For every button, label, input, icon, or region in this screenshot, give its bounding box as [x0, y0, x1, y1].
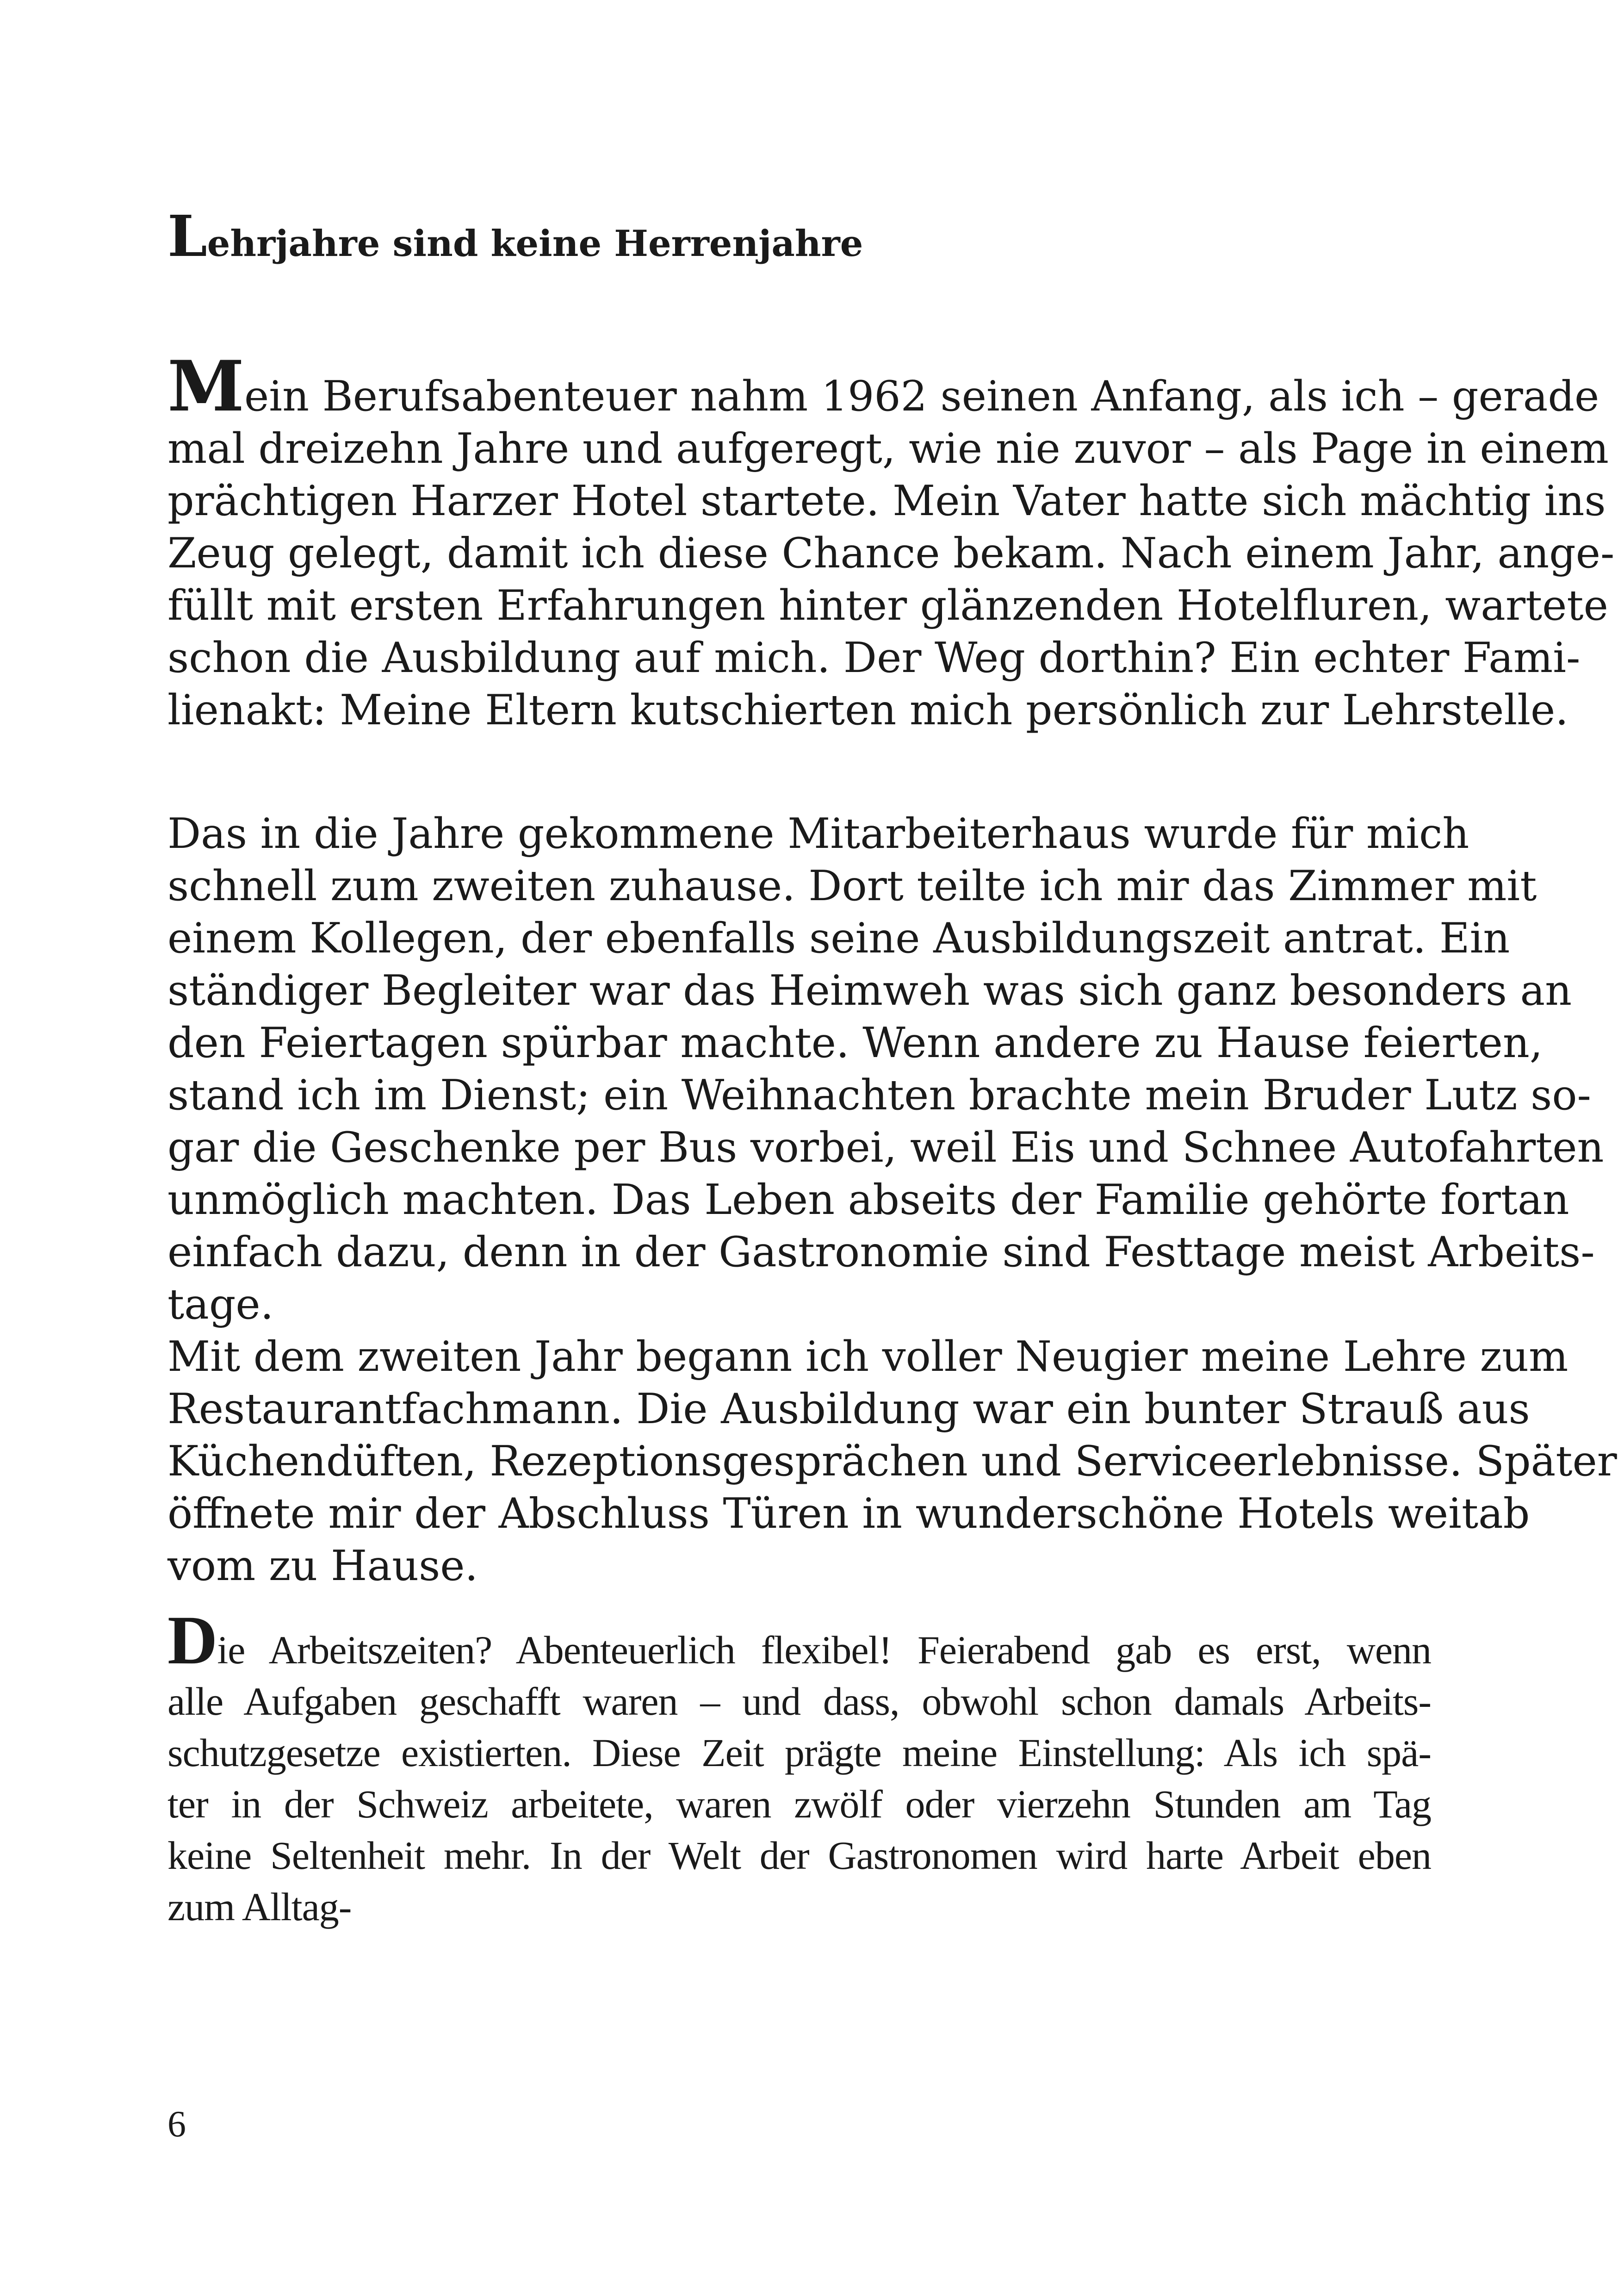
paragraph-line: vom zu Hause.: [167, 1542, 478, 1590]
paragraph-line: Mein Berufsabenteuer nahm 1962 seinen Anfang, als ich – gerade: [167, 346, 1599, 427]
paragraph-line: lienakt: Meine Eltern kutschierten mich persönlich zur Lehrstelle.: [167, 686, 1568, 734]
paragraph-2: [167, 808, 1617, 1592]
paragraph-line: schnell zum zweiten zuhause. Dort teilte ich mir das Zimmer mit: [167, 862, 1537, 910]
paragraph-line: tage.: [167, 1280, 274, 1329]
paragraph-line: zum Alltag-: [167, 1885, 352, 1929]
paragraph-line: Zeug gelegt, damit ich diese Chance bekam. Nach einem Jahr, ange-: [167, 529, 1615, 578]
paragraph-line: ständiger Begleiter war das Heimweh was sich ganz besonders an: [167, 966, 1572, 1015]
chapter-title-text: ehrjahre sind keine Herrenjahre: [207, 223, 863, 265]
paragraph-line: ter in der Schweiz arbeitete, waren zwölf oder vierzehn Stunden am Tag: [167, 1782, 1431, 1826]
paragraph-line: Die Arbeitszeiten? Abenteuerlich flexibel! Feierabend gab es erst, wenn: [167, 1602, 1431, 1679]
paragraph-line: Restaurantfachmann. Die Ausbildung war ein bunter Strauß aus: [167, 1385, 1530, 1433]
drop-initial: D: [167, 1602, 217, 1679]
paragraph-line: stand ich im Dienst; ein Weihnachten brachte mein Bruder Lutz so-: [167, 1071, 1591, 1120]
paragraph-line: mal dreizehn Jahre und aufgeregt, wie nie zuvor – als Page in einem: [167, 424, 1609, 473]
chapter-title-initial: L: [167, 203, 207, 269]
chapter-title: [167, 203, 1463, 269]
paragraph-line: Mit dem zweiten Jahr begann ich voller Neugier meine Lehre zum: [167, 1332, 1568, 1381]
paragraph-line: prächtigen Harzer Hotel startete. Mein Vater hatte sich mächtig ins: [167, 477, 1606, 525]
paragraph-4: [167, 1602, 1431, 1933]
paragraph-line: alle Aufgaben geschafft waren – und dass, obwohl schon damals Arbeits-: [167, 1679, 1431, 1724]
paragraph-line: öffnete mir der Abschluss Türen in wunderschöne Hotels weitab: [167, 1489, 1530, 1538]
paragraph-line: schutzgesetze existierten. Diese Zeit prägte meine Einstellung: Als ich spä-: [167, 1730, 1431, 1775]
page-number: 6: [167, 2104, 186, 2145]
paragraph-line: gar die Geschenke per Bus vorbei, weil Eis und Schnee Autofahrten: [167, 1123, 1604, 1172]
paragraph-line: Küchendüften, Rezeptionsgesprächen und Serviceerlebnisse. Später: [167, 1437, 1617, 1486]
paragraph-line: den Feiertagen spürbar machte. Wenn andere zu Hause feierten,: [167, 1019, 1543, 1067]
paragraph-line: Das in die Jahre gekommene Mitarbeiterhaus wurde für mich: [167, 809, 1469, 858]
drop-initial: M: [167, 346, 245, 427]
paragraph-line: einem Kollegen, der ebenfalls seine Ausbildungszeit antrat. Ein: [167, 914, 1510, 963]
paragraph-1: [167, 346, 1615, 736]
paragraph-line: keine Seltenheit mehr. In der Welt der Gastronomen wird harte Arbeit eben: [167, 1833, 1431, 1878]
paragraph-line: einfach dazu, denn in der Gastronomie sind Festtage meist Arbeits-: [167, 1228, 1595, 1276]
paragraph-line: schon die Ausbildung auf mich. Der Weg dorthin? Ein echter Fami-: [167, 634, 1581, 682]
paragraph-line: unmöglich machten. Das Leben abseits der Familie gehörte fortan: [167, 1176, 1569, 1224]
paragraph-line: füllt mit ersten Erfahrungen hinter glänzenden Hotelfluren, wartete: [167, 581, 1608, 630]
